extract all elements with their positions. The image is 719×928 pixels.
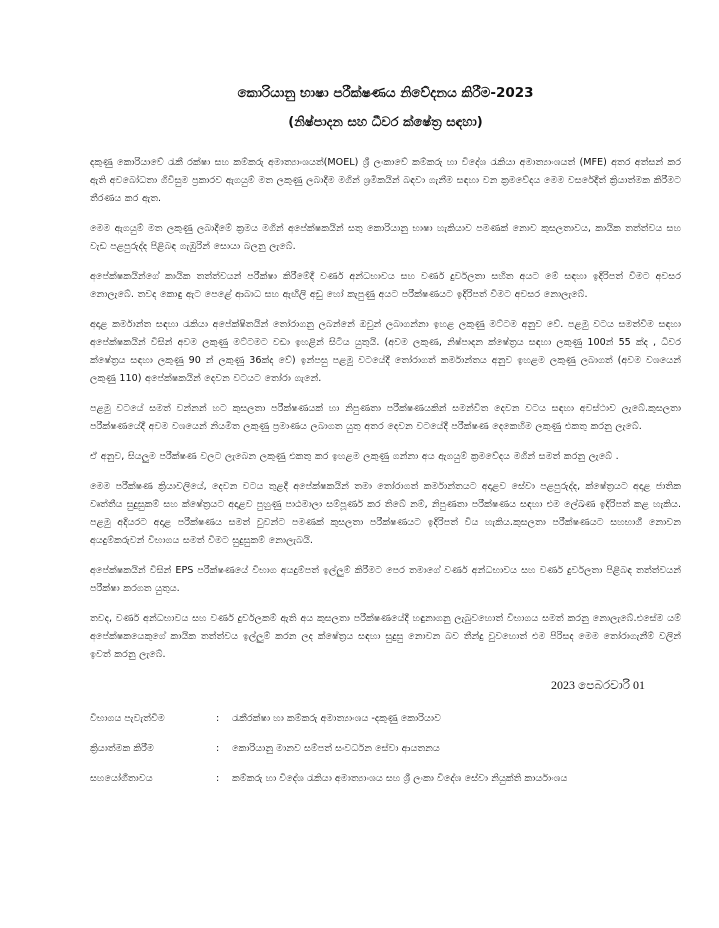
notice-date: 2023 පෙබරවාරි 01 [551,678,645,692]
footer-colon: : [216,743,220,754]
footer-value: කොරියානු මානව සම්පත් සංවර්ධන සේවා ආයතනය [232,743,440,754]
body-paragraph: මෙම ඇගයුම් මත ලකුණු ලබාදීමේ ක්‍රමය මගින් අපේක්ෂකයින් සතු කොරියානු භාෂා හැකියාව පමණක් නොව කුසලතාවය, කායික තත්ත්වය සහ වැඩ පළපුරුද්ද පිළිබඳ ගැඹුරින් සොයා බලනු ලැබේ. [90,223,681,252]
body-paragraph: මෙම පරීක්ෂණ ක්‍රියාවලියේ, දෙවන වටය තුළදී අපේක්ෂකයින් තමා තෝරාගත් කර්මාන්තයට අදාළව සේවා පළපුරුද්ද, ක්ෂේත්‍රයට අදාළ ජාතික වෘත්තීය සුදුසුකම් සහ ක්ෂේත්‍රයට අදාළව පුහුණු පාඨමාලා සම්පූර්ණ කර තිබේ නම්, නිපුණතා පරීක්ෂණය සඳහා එම ලේඛණ ඉදිරිපත් කළ හැකිය. පළමු අදියරට අදාළ පරීක්ෂණය සමත් වුවන්ට පමණක් කුසලතා පරීක්ෂණයට ඉදිරිපත් විය හැකිය.කුසලතා පරීක්ෂණයට සහභාගී නොවන අයදුම්කරුවන් විභාගය සමත් වීමට සුදුසුකම් නොලැබයි. [90,481,681,546]
body-paragraph: ඒ අනුව, සියලුම පරීක්ෂණ වලට ලැබෙන ලකුණු එකතු කර ඉහළම ලකුණු ගන්නා අය ඇගයුම් ක්‍රමවේදය මගින් සමත් කරනු ලැබේ . [90,451,619,462]
body-paragraph: පළමු වටයේ සමත් වන්නන් හට කුසලතා පරීක්ෂණයක් හා නිපුණතා පරීක්ෂණයකින් සමන්විත දෙවන වටය සඳහා අවස්ථාව ලැබේ.කුසලතා පරීක්ෂණයේදී අවම වශයෙන් නියමිත ලකුණු ප්‍රමාණය ලබාගත යුතු අතර දෙවන වටයේදී පරීක්ෂණ දෙකෙහිම ලකුණු එකතු කරනු ලැබේ. [90,403,681,432]
notice-footer [90,710,681,788]
footer-value: රැකීරක්ෂා හා කම්කරු අමාත්‍යාංශය -දකුණු කොරියාව [232,713,441,724]
footer-row [90,770,681,788]
notice-subtitle: (නිෂ්පාදන සහ ධීවර ක්ෂේත්‍ර සඳහා) [288,115,483,130]
body-paragraph: අදාළ කර්මාන්ත සඳහා රැකියා අපේක්ෂිතයින් තෝරාගනු ලබන්නේ ඔවුන් ලබාගන්නා ඉහළ ලකුණු මට්ටම අනුව වේ. පළමු වටය සමත්වීම සඳහා අපේක්ෂකයින් විසින් අවම ලකුණු මට්ටමට වඩා ඉහළින් සිටිය යුතුයි. (අවම ලකුණ, නිෂ්පාදන ක්ෂේත්‍රය සඳහා ලකුණු 100න් 55 ක්ද , ධීවර ක්ෂේත්‍රය සඳහා ලකුණු 90 න් ලකුණු 36ක්ද වේ) ඉන්පසු පළමු වටයේදී තෝරාගත් කර්මාන්තය අනුව ඉහළම ලකුණු ලබාගත් (අවම වශයෙන් ලකුණු 110) අපේක්ෂකයින් දෙවන වටයට තෝරා ගැනේ. [90,319,681,384]
footer-colon: : [216,773,220,784]
footer-value: කම්කරු හා විදේශ රැකියා අමාත්‍යාංශය සහ ශ්‍රී ලංකා විදේශ සේවා නියුක්ති කාර්යාංශය [232,773,568,784]
notice-title: කොරියානු භාෂා පරීක්ෂණය නිවේදනය කිරීම-2023 [237,85,534,101]
body-paragraph: අපේක්ෂකයින්ගේ කායික තත්ත්වයන් පරීක්ෂා කිරීමේදී වර්ණ අන්ධභාවය සහ වර්ණ දුර්වලතා සහිත අයට මේ සඳහා ඉදිරිපත් වීමට අවසර නොලැබේ. තවද කොඳු ඇට පෙළේ ආබාධ සහ ඇඟිලි අඩු හෝ කැපුණු අයට පරීක්ෂණයට ඉදිරිපත් වීමට අවසර නොලැබේ. [90,271,681,300]
notice-body [90,154,681,664]
footer-row [90,710,681,728]
footer-row [90,740,681,758]
footer-label: සහයෝගීතාවය [90,773,153,784]
footer-colon: : [216,713,220,724]
footer-label: ක්‍රියාත්මක කිරීම [90,743,154,754]
body-paragraph: අපේක්ෂකයින් විසින් EPS පරීක්ෂණයේ විභාග අයදුම්පත් ඉල්ලුම් කිරීමට පෙර තමාගේ වර්ණ අන්ධභාවය සහ වර්ණ දුර්වලතා පිළිබඳ තත්ත්වයන් පරීක්ෂා කරගත යුතුය. [90,565,681,594]
body-paragraph: තවද, වර්ණ අන්ධභාවය සහ වර්ණ දුර්වලකම් ඇති අය කුසලතා පරීක්ෂණයේදී හඳුනාගනු ලැබුවහොත් විභාගය සමත් කරනු නොලැබේ.එසේම යම් අපේක්ෂකයෙකුගේ කායික තත්ත්වය ඉල්ලුම් කරන ලද ක්ෂේත්‍රය සඳහා සුදුසු නොවන බව තීන්දු වුවහොත් එම පිරිසද මෙම තෝරාගැනීම් වලින් ඉවත් කරනු ලැබේ. [90,613,681,660]
body-paragraph: දකුණු කොරියාවේ රැකී රක්ෂා සහ කම්කරු අමාත්‍යාංශයත්(MOEL) ශ්‍රී ලංකාවේ කම්කරු හා විදේශ රැකියා අමාත්‍යාංශයත් (MFE) අතර අත්සන් කර ඇති අවබෝධතා ගිවිසුම ප්‍රකාරව ඇගයුම් මත ලකුණු ලබාදීම මගින් ශ්‍රමිකයින් බඳවා ගැනීම සඳහා වන ක්‍රමවේදය මෙම වසරේදීත් ක්‍රියාත්මක කිරීමට තීරණය කර ඇත. [90,157,681,204]
footer-label: විභාගය පැවැත්වීම [90,713,165,724]
